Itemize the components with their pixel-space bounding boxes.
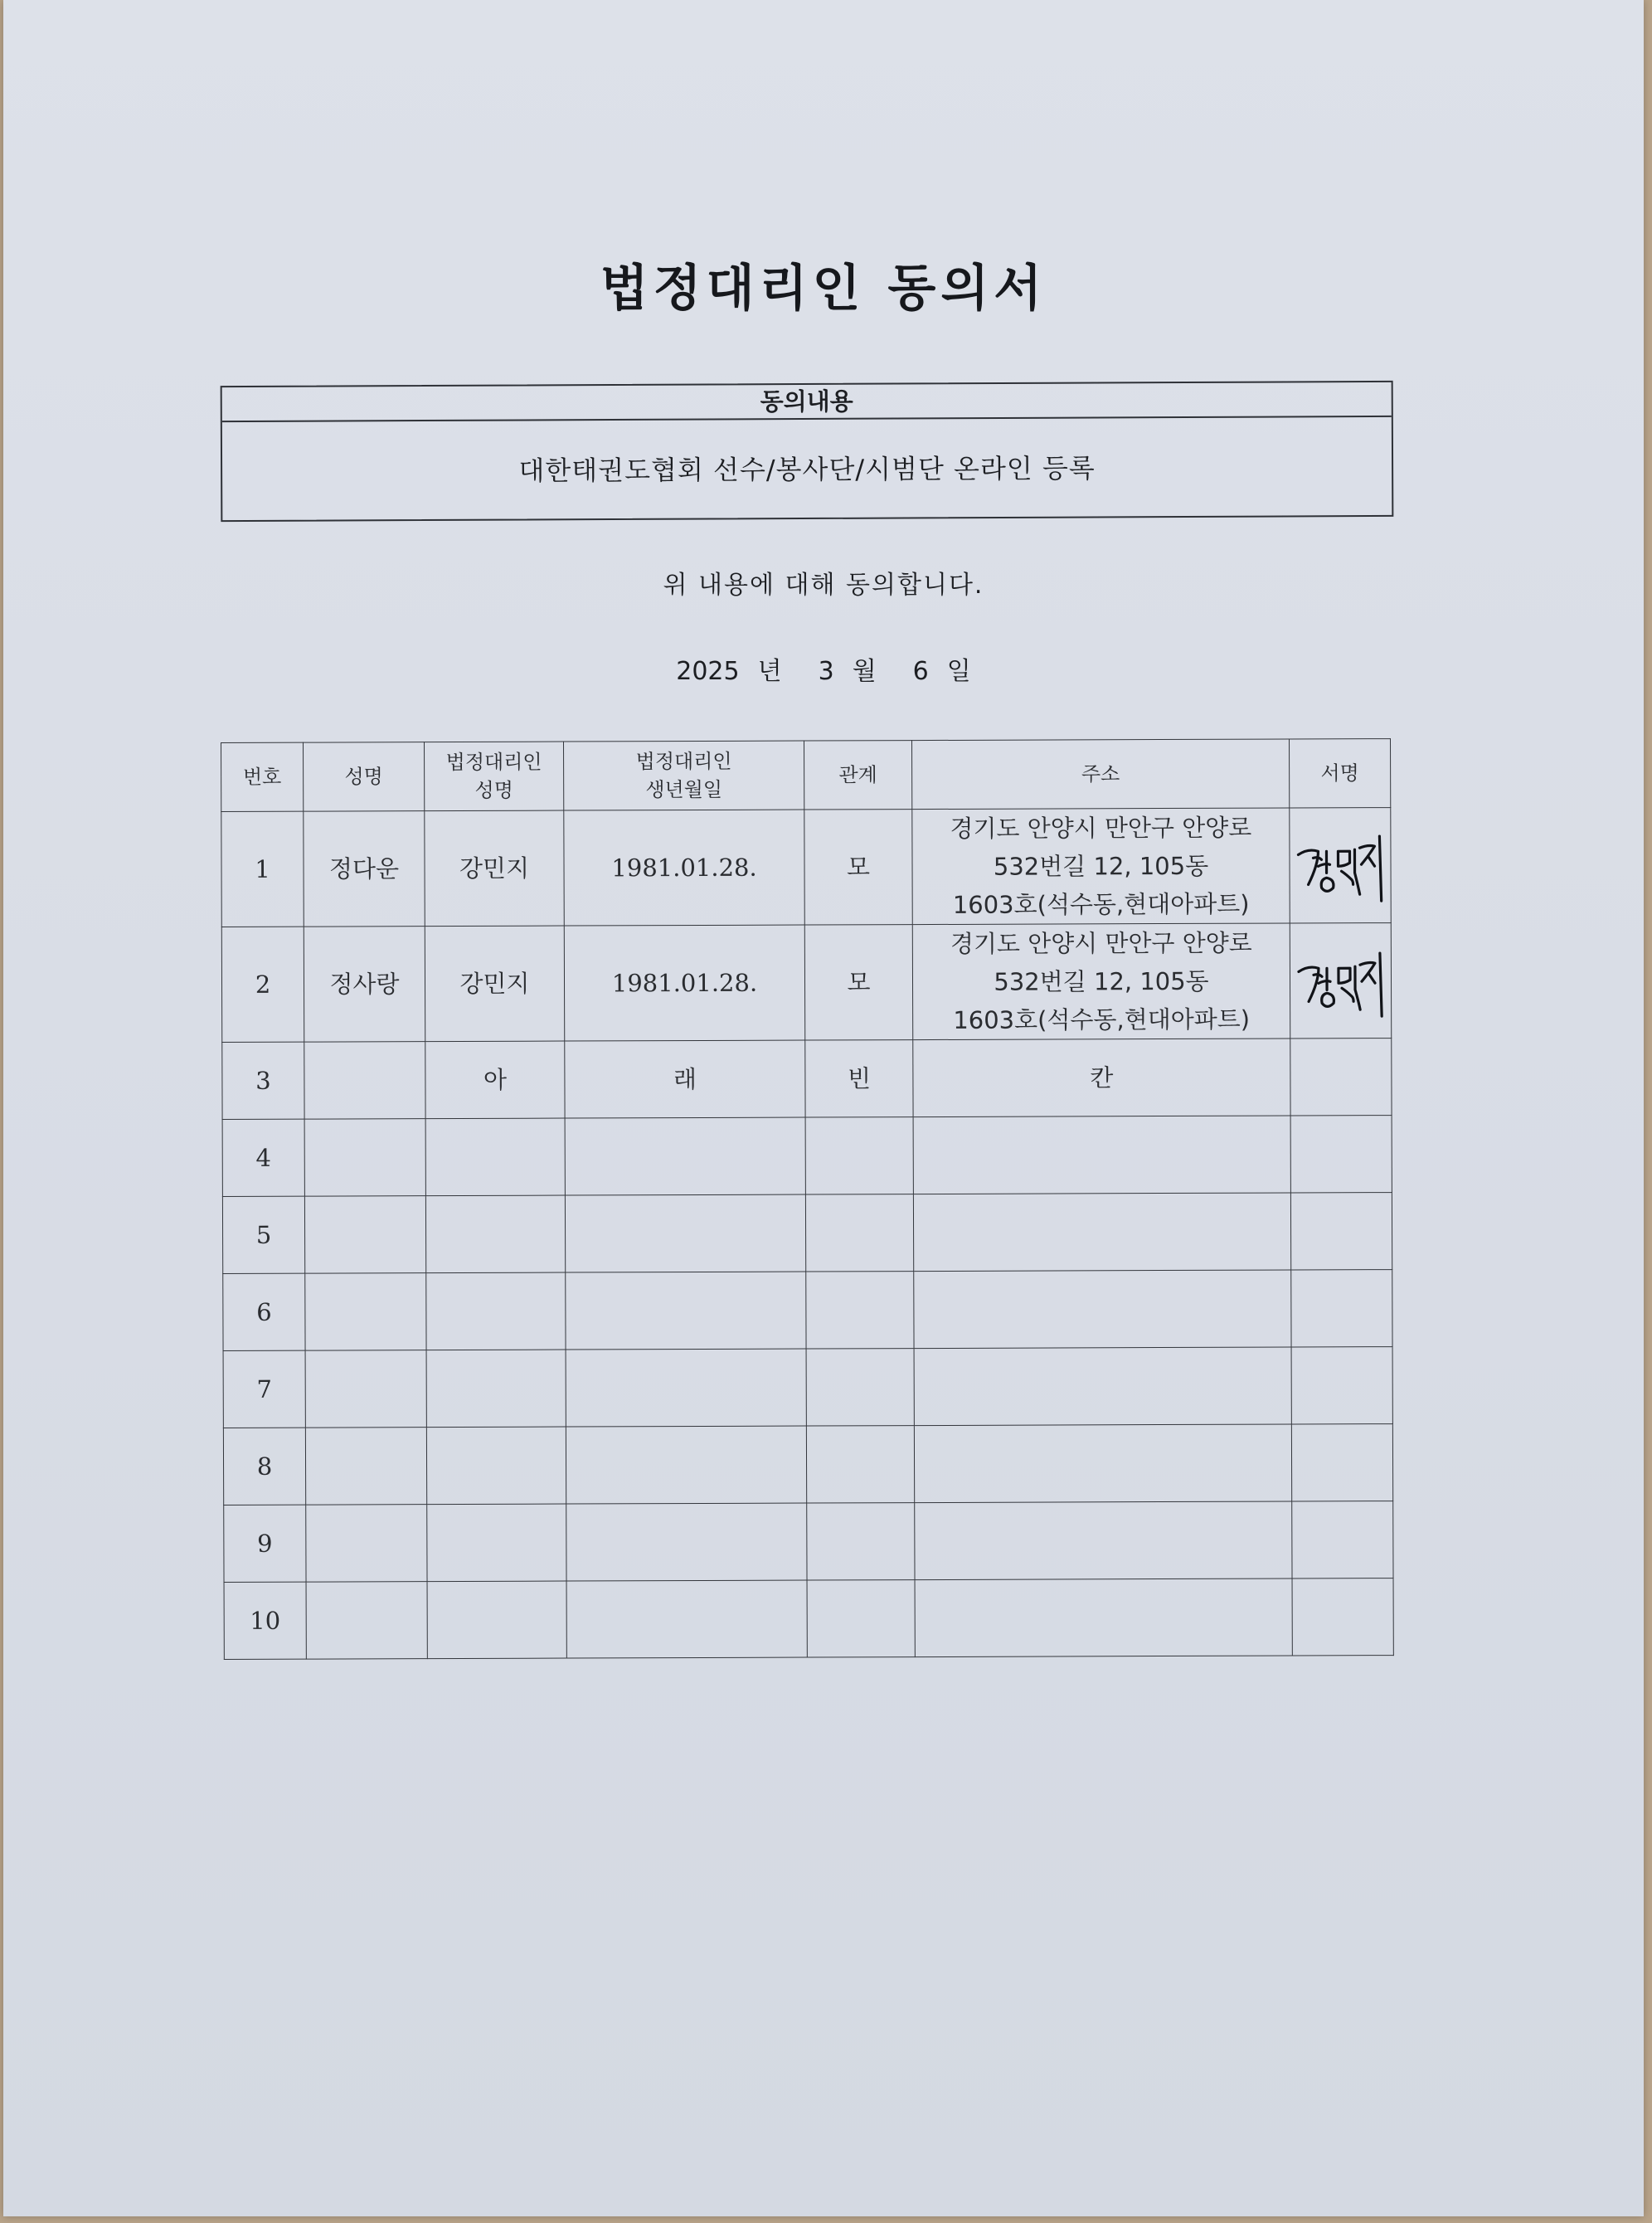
cell-guardian-birth bbox=[565, 1117, 805, 1195]
cell-address bbox=[914, 1424, 1291, 1503]
table-row bbox=[222, 1116, 1392, 1197]
cell-number: 3 bbox=[222, 1042, 304, 1119]
table-row bbox=[223, 1270, 1392, 1351]
cell-relation bbox=[805, 1117, 913, 1194]
cell-address bbox=[914, 1347, 1291, 1426]
table-header-row bbox=[221, 739, 1391, 812]
cell-relation bbox=[806, 1349, 914, 1426]
handwritten-signature bbox=[1294, 941, 1387, 1021]
cell-guardian-birth bbox=[566, 1580, 807, 1658]
cell-name: 정사랑 bbox=[304, 927, 425, 1043]
consent-box bbox=[221, 381, 1394, 522]
header-relation: 관계 bbox=[804, 741, 911, 810]
cell-signature bbox=[1290, 1193, 1392, 1270]
cell-relation: 모 bbox=[804, 925, 912, 1040]
cell-address bbox=[913, 1193, 1290, 1272]
cell-name bbox=[305, 1273, 426, 1351]
table-row bbox=[223, 1424, 1392, 1506]
document-title: 법정대리인 동의서 bbox=[600, 260, 1047, 318]
cell-number: 6 bbox=[223, 1273, 305, 1350]
cell-number: 10 bbox=[224, 1582, 306, 1659]
cell-name bbox=[304, 1042, 425, 1120]
cell-signature bbox=[1291, 1270, 1392, 1347]
cell-signature bbox=[1291, 1347, 1392, 1424]
cell-number: 7 bbox=[223, 1350, 305, 1428]
cell-name bbox=[304, 1119, 425, 1197]
cell-guardian-name bbox=[427, 1504, 566, 1582]
cell-name bbox=[305, 1428, 426, 1506]
cell-guardian-birth bbox=[566, 1503, 807, 1581]
cell-guardian-name: 강민지 bbox=[425, 926, 564, 1042]
cell-number: 9 bbox=[224, 1505, 306, 1582]
cell-signature bbox=[1292, 1578, 1393, 1656]
table-row bbox=[224, 1578, 1393, 1660]
date-day-unit: 일 bbox=[946, 657, 971, 686]
cell-guardian-birth bbox=[565, 1194, 805, 1272]
cell-guardian-birth: 래 bbox=[565, 1040, 805, 1118]
cell-guardian-name bbox=[426, 1350, 566, 1428]
table-row bbox=[222, 1039, 1392, 1120]
cell-signature bbox=[1290, 923, 1391, 1039]
cell-address bbox=[915, 1501, 1292, 1580]
cell-address bbox=[913, 1116, 1290, 1194]
date-year-unit: 년 bbox=[757, 657, 782, 686]
table-row bbox=[224, 1501, 1393, 1583]
cell-guardian-birth bbox=[566, 1349, 806, 1427]
cell-signature bbox=[1290, 1039, 1392, 1116]
date-month: 3 bbox=[818, 657, 834, 686]
cell-relation bbox=[806, 1426, 914, 1503]
cell-address: 칸 bbox=[913, 1039, 1290, 1117]
consent-date bbox=[3, 650, 1644, 687]
cell-guardian-name bbox=[426, 1272, 566, 1350]
cell-name bbox=[306, 1582, 427, 1660]
cell-name bbox=[306, 1505, 427, 1583]
handwritten-signature bbox=[1293, 826, 1386, 906]
header-guardian-name: 법정대리인 성명 bbox=[425, 742, 564, 811]
cell-name bbox=[305, 1350, 426, 1428]
date-day: 6 bbox=[912, 657, 929, 686]
cell-number: 8 bbox=[223, 1428, 305, 1505]
cell-guardian-birth: 1981.01.28. bbox=[564, 925, 804, 1041]
header-signature: 서명 bbox=[1289, 739, 1390, 808]
table-row bbox=[223, 1347, 1392, 1428]
date-year: 2025 bbox=[676, 657, 740, 686]
cell-signature bbox=[1290, 808, 1391, 923]
header-guardian-birth: 법정대리인 생년월일 bbox=[563, 741, 804, 810]
table-row bbox=[221, 923, 1391, 1043]
cell-relation bbox=[807, 1503, 915, 1580]
cell-address bbox=[914, 1270, 1291, 1349]
document-page bbox=[3, 0, 1644, 2216]
header-address: 주소 bbox=[911, 739, 1289, 810]
cell-name bbox=[304, 1196, 425, 1274]
cell-signature bbox=[1290, 1116, 1392, 1193]
cell-guardian-name bbox=[427, 1581, 566, 1659]
cell-guardian-birth bbox=[566, 1272, 806, 1350]
cell-signature bbox=[1292, 1501, 1393, 1578]
cell-signature bbox=[1291, 1424, 1392, 1501]
cell-number: 1 bbox=[221, 811, 304, 927]
cell-relation: 모 bbox=[804, 810, 912, 925]
cell-number: 5 bbox=[222, 1196, 304, 1273]
agreement-statement: 위 내용에 대해 동의합니다. bbox=[663, 571, 984, 600]
cell-guardian-name: 강민지 bbox=[425, 810, 564, 927]
cell-number: 2 bbox=[221, 927, 304, 1042]
cell-guardian-name bbox=[425, 1195, 565, 1273]
consent-box-content: 대한태권도협회 선수/봉사단/시범단 온라인 등록 bbox=[518, 452, 1096, 487]
cell-address bbox=[915, 1578, 1292, 1657]
cell-guardian-name bbox=[426, 1427, 566, 1505]
cell-guardian-name bbox=[425, 1118, 565, 1196]
cell-guardian-name: 아 bbox=[425, 1041, 565, 1119]
cell-guardian-birth: 1981.01.28. bbox=[564, 810, 804, 926]
table-row bbox=[221, 808, 1391, 927]
cell-address: 경기도 안양시 만안구 안양로 532번길 12, 105동 1603호(석수동,현대아파트) bbox=[912, 923, 1290, 1040]
table-row bbox=[222, 1193, 1392, 1274]
cell-number: 4 bbox=[222, 1119, 304, 1196]
registration-table bbox=[221, 738, 1394, 1660]
cell-name: 정다운 bbox=[304, 811, 425, 927]
cell-relation bbox=[805, 1194, 913, 1272]
consent-box-header: 동의내용 bbox=[222, 382, 1392, 422]
cell-relation: 빈 bbox=[805, 1040, 913, 1117]
cell-address: 경기도 안양시 만안구 안양로 532번길 12, 105동 1603호(석수동,현대아파트) bbox=[912, 808, 1290, 925]
cell-relation bbox=[807, 1580, 915, 1657]
cell-guardian-birth bbox=[566, 1426, 806, 1504]
cell-relation bbox=[806, 1272, 914, 1349]
header-number: 번호 bbox=[221, 742, 304, 811]
date-month-unit: 월 bbox=[852, 657, 877, 686]
header-name: 성명 bbox=[304, 742, 425, 812]
